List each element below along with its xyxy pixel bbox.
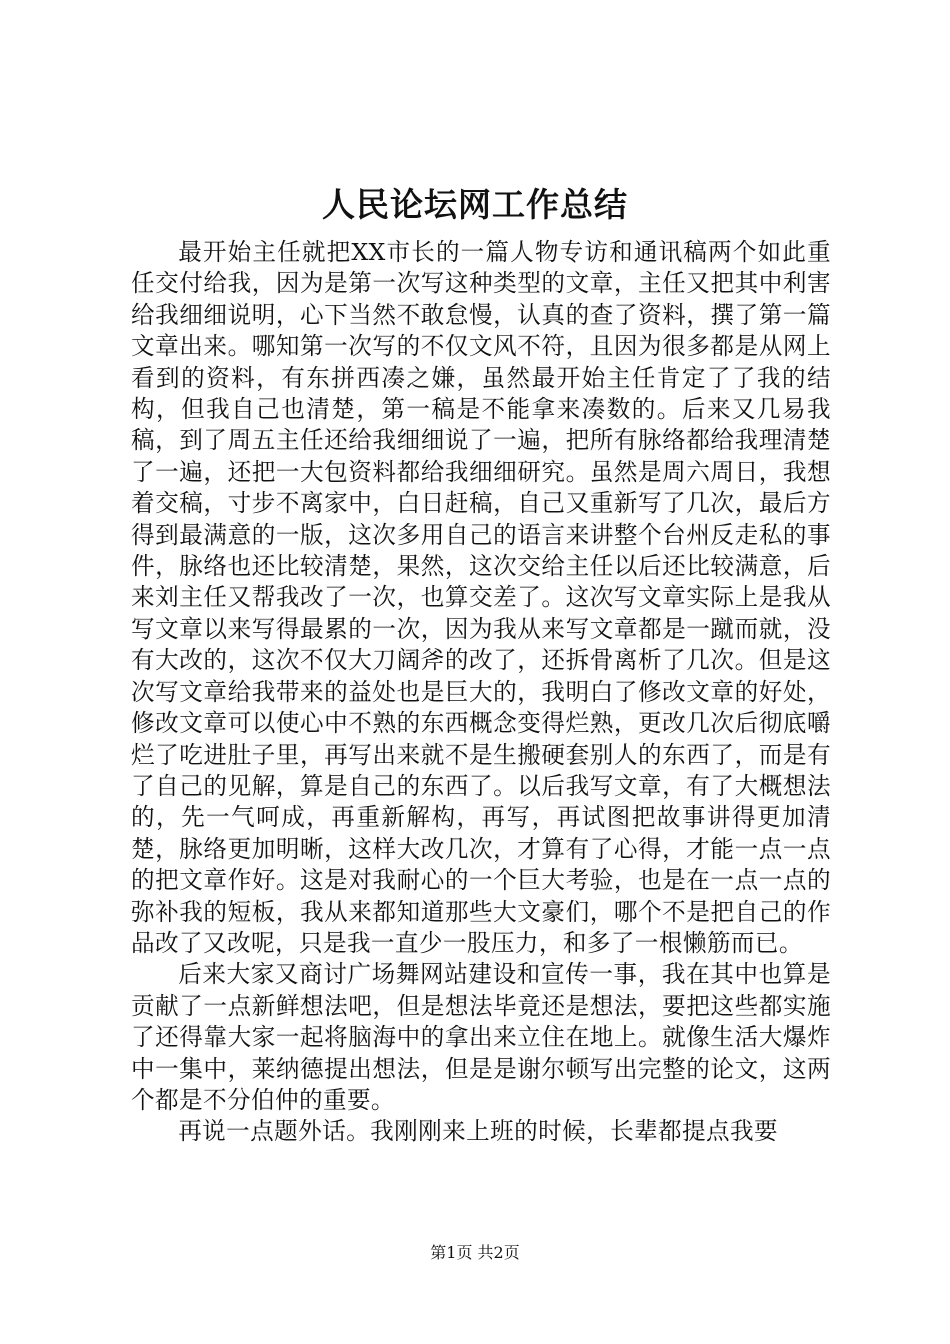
paragraph-3: 再说一点题外话。我刚刚来上班的时候，长辈都提点我要	[178, 1117, 779, 1146]
document-body	[131, 237, 831, 1148]
paragraph-1: 最开始主任就把XX市长的一篇人物专访和通讯稿两个如此重任交付给我，因为是第一次写这种类型的文章，主任又把其中利害给我细细说明，心下当然不敢怠慢，认真的查了资料，撰了第一篇文章出来。哪知第一次写的不仅文风不符，且因为很多都是从网上看到的资料，有东拼西凑之嫌，虽然最开始主任肯定了了我的结构，但我自己也清楚，第一稿是不能拿来凑数的。后来又几易我稿，到了周五主任还给我细细说了一遍，把所有脉络都给我理清楚了一遍，还把一大包资料都给我细细研究。虽然是周六周日，我想着交稿，寸步不离家中，白日赶稿，自己又重新写了几次，最后方得到最满意的一版，这次多用自己的语言来讲整个台州反走私的事件，脉络也还比较清楚，果然，这次交给主任以后还比较满意，后来刘主任又帮我改了一次，也算交差了。这次写文章实际上是我从写文章以来写得最累的一次，因为我从来写文章都是一蹴而就，没有大改的，这次不仅大刀阔斧的改了，还拆骨离析了几次。但是这次写文章给我带来的益处也是巨大的，我明白了修改文章的好处，修改文章可以使心中不熟的东西概念变得烂熟，更改几次后彻底嚼烂了吃进肚子里，再写出来就不是生搬硬套别人的东西了，而是有了自己的见解，算是自己的东西了。以后我写文章，有了大概想法的，先一气呵成，再重新解构，再写，再试图把故事讲得更加清楚，脉络更加明晰，这样大改几次，才算有了心得，才能一点一点的把文章作好。这是对我耐心的一个巨大考验，也是在一点一点的弥补我的短板，我从来都知道那些大文豪们，哪个不是把自己的作品改了又改呢，只是我一直少一股压力，和多了一根懒筋而已。	[131, 238, 831, 957]
paragraph-2: 后来大家又商讨广场舞网站建设和宣传一事，我在其中也算是贡献了一点新鲜想法吧，但是想法毕竟还是想法，要把这些都实施了还得靠大家一起将脑海中的拿出来立住在地上。就像生活大爆炸中一集中，莱纳德提出想法，但是是谢尔顿写出完整的论文，这两个都是不分伯仲的重要。	[131, 960, 831, 1114]
document-title: 人民论坛网工作总结	[322, 185, 628, 224]
page-number-footer: 第1页 共2页	[430, 1243, 520, 1262]
